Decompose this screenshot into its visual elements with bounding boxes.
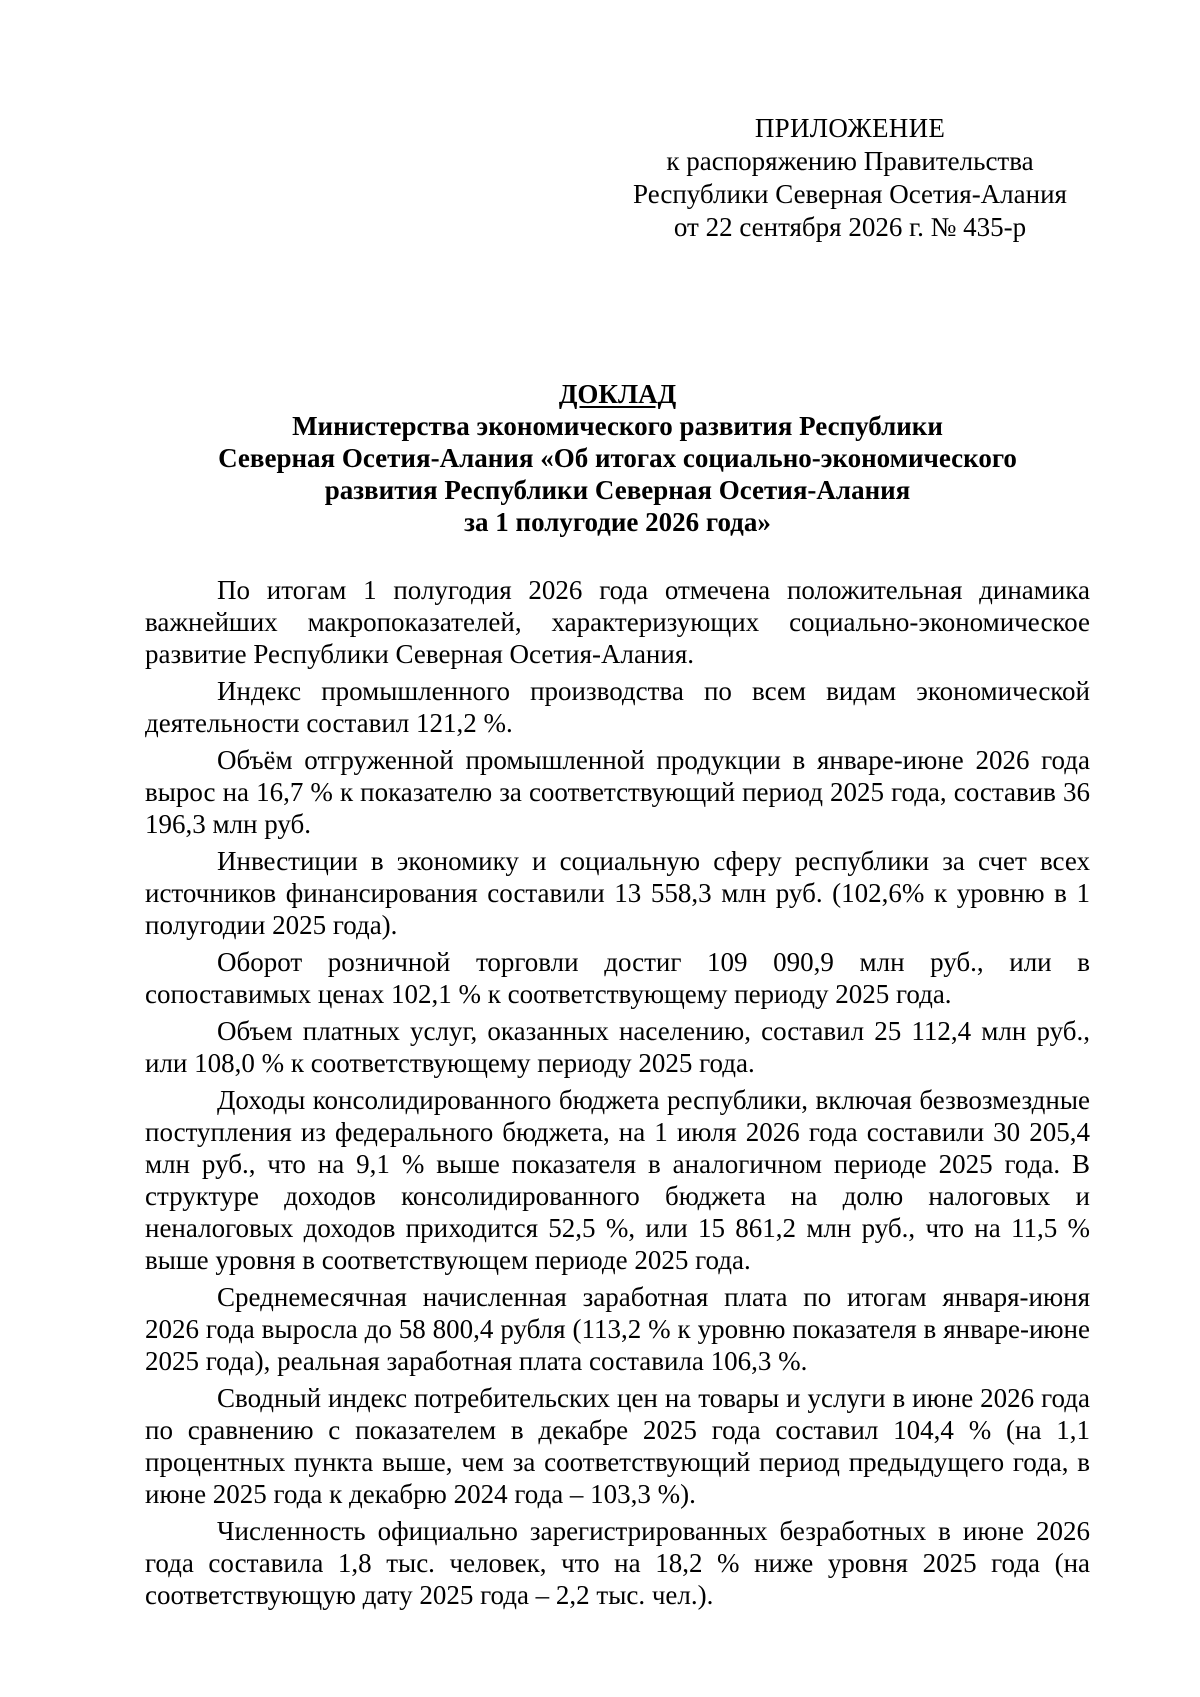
appendix-date-number: от 22 сентября 2026 г. № 435-р — [673, 212, 1027, 242]
body-paragraph: Численность официально зарегистрированных безработных в июне 2026 года составила 1,8 тыс. человек, что на 18,2 % ниже уровня 2025 года (на соответствующую дату 2025 года – 2,2 тыс. чел.). — [145, 1516, 1090, 1610]
body-paragraph: Инвестиции в экономику и социальную сферу республики за счет всех источников финансирования составили 13 558,3 млн руб. (102,6% к уровню в 1 полугодии 2025 года). — [145, 846, 1090, 940]
body-paragraph: Объем платных услуг, оказанных населению, составил 25 112,4 млн руб., или 108,0 % к соответствующему периоду 2025 года. — [145, 1016, 1090, 1078]
title-main: ДОКЛАД — [558, 379, 677, 409]
body-paragraph: Оборот розничной торговли достиг 109 090,9 млн руб., или в сопоставимых ценах 102,1 % к соответствующему периоду 2025 года. — [145, 947, 1090, 1009]
title-line: Министерства экономического развития Республики — [292, 411, 943, 441]
appendix-header — [600, 112, 1100, 244]
title-line: развития Республики Северная Осетия-Алания — [324, 475, 911, 505]
document-body — [145, 574, 1090, 1616]
appendix-line: к распоряжению Правительства — [666, 146, 1034, 176]
body-paragraph: Доходы консолидированного бюджета республики, включая безвозмездные поступления из федерального бюджета, на 1 июля 2026 года составили 30 205,4 млн руб., что на 9,1 % выше показателя в аналогичном периоде 2025 года. В структуре доходов консолидированного бюджета на долю налоговых и неналоговых доходов приходится 52,5 %, или 15 861,2 млн руб., что на 11,5 % выше уровня в соответствующем периоде 2025 года. — [145, 1085, 1090, 1275]
appendix-label: ПРИЛОЖЕНИЕ — [754, 113, 946, 143]
title-line: за 1 полугодие 2026 года» — [464, 507, 771, 537]
document-title — [145, 378, 1090, 538]
body-paragraph: Объём отгруженной промышленной продукции в январе-июне 2026 года вырос на 16,7 % к показателю за соответствующий период 2025 года, составив 36 196,3 млн руб. — [145, 745, 1090, 839]
title-line: Северная Осетия-Алания «Об итогах социально-экономического — [218, 443, 1017, 473]
body-paragraph: Среднемесячная начисленная заработная плата по итогам января-июня 2026 года выросла до 58 800,4 рубля (113,2 % к уровню показателя в январе-июне 2025 года), реальная заработная плата составила 106,3 %. — [145, 1282, 1090, 1376]
appendix-line: Республики Северная Осетия-Алания — [633, 179, 1067, 209]
body-paragraph: Индекс промышленного производства по всем видам экономической деятельности составил 121,2 %. — [145, 676, 1090, 738]
body-paragraph: По итогам 1 полугодия 2026 года отмечена положительная динамика важнейших макропоказателей, характеризующих социально-экономическое развитие Республики Северная Осетия-Алания. — [145, 575, 1090, 669]
body-paragraph: Сводный индекс потребительских цен на товары и услуги в июне 2026 года по сравнению с показателем в декабре 2025 года составил 104,4 % (на 1,1 процентных пункта выше, чем за соответствующий период предыдущего года, в июне 2025 года к декабрю 2024 года – 103,3 %). — [145, 1383, 1090, 1509]
